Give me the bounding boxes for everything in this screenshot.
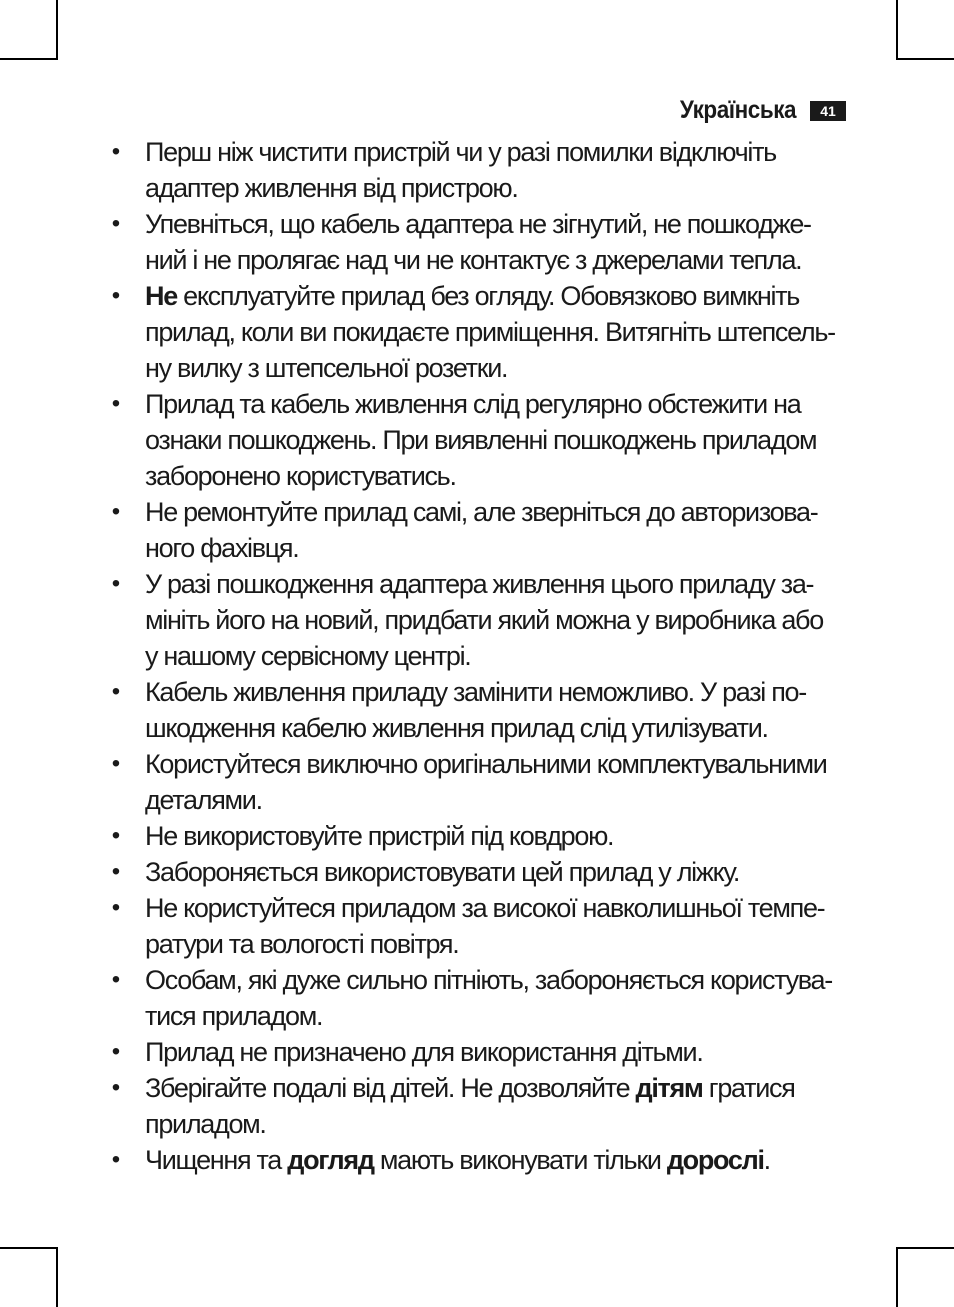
bullet-line xyxy=(145,782,853,818)
bullet-item xyxy=(108,962,853,1034)
bullet-item xyxy=(108,890,853,962)
bullet-line xyxy=(145,674,853,710)
crop-mark-bottom-left-vertical xyxy=(56,1247,58,1307)
bold-emphasis: дорослі xyxy=(666,1145,764,1175)
safety-bullet-list xyxy=(108,134,853,1178)
text-run: Особам, які дуже сильно пітніють, забороняється користува- xyxy=(145,965,832,995)
bullet-dot: • xyxy=(111,966,121,993)
bold-emphasis: Не xyxy=(145,281,177,311)
bullet-dot: • xyxy=(111,750,121,777)
language-title: Українська xyxy=(679,96,796,124)
bullet-line xyxy=(145,206,853,242)
bullet-item xyxy=(108,278,853,386)
crop-mark-top-right-vertical xyxy=(896,0,898,58)
page-number-badge: 41 xyxy=(810,101,846,121)
bullet-line xyxy=(145,1070,853,1106)
bullet-dot: • xyxy=(111,498,121,525)
bullet-line xyxy=(145,926,853,962)
bullet-line xyxy=(145,1034,853,1070)
text-run: Користуйтеся виключно оригінальними комплектувальними xyxy=(145,749,827,779)
bullet-line xyxy=(145,242,853,278)
bullet-item xyxy=(108,1034,853,1070)
bullet-dot: • xyxy=(111,1146,121,1173)
bullet-line xyxy=(145,962,853,998)
text-run: Чищення та xyxy=(145,1145,288,1175)
bullet-line xyxy=(145,710,853,746)
crop-mark-bottom-right-vertical xyxy=(896,1247,898,1307)
bullet-dot: • xyxy=(111,894,121,921)
bullet-line xyxy=(145,530,853,566)
crop-mark-bottom-right-horizontal xyxy=(896,1247,954,1249)
bullet-line xyxy=(145,998,853,1034)
page-header xyxy=(667,96,846,125)
bullet-dot: • xyxy=(111,570,121,597)
text-run: Не використовуйте пристрій під ковдрою. xyxy=(145,821,614,851)
bullet-line xyxy=(145,134,853,170)
text-run: Не користуйтеся приладом за високої навколишньої темпе- xyxy=(145,893,825,923)
text-run: ратури та вологості повітря. xyxy=(145,929,459,959)
bullet-item xyxy=(108,1142,853,1178)
bold-emphasis: дітям xyxy=(635,1073,703,1103)
bullet-line xyxy=(145,566,853,602)
bullet-dot: • xyxy=(111,138,121,165)
bullet-line xyxy=(145,458,853,494)
bullet-line xyxy=(145,494,853,530)
text-run: Перш ніж чистити пристрій чи у разі помилки відключіть xyxy=(145,137,776,167)
bullet-dot: • xyxy=(111,858,121,885)
text-run: ознаки пошкоджень. При виявленні пошкоджень приладом xyxy=(145,425,817,455)
bold-emphasis: догляд xyxy=(287,1145,374,1175)
text-run: ний і не пролягає над чи не контактує з джерелами тепла. xyxy=(145,245,802,275)
text-run: приладом. xyxy=(145,1109,266,1139)
crop-mark-bottom-left-horizontal xyxy=(0,1247,58,1249)
document-body xyxy=(108,134,853,1178)
bullet-dot: • xyxy=(111,390,121,417)
text-run: Кабель живлення приладу замінити неможливо. У разі по- xyxy=(145,677,806,707)
bullet-line xyxy=(145,602,853,638)
text-run: Упевніться, що кабель адаптера не зігнутий, не пошкодже- xyxy=(145,209,811,239)
bullet-line xyxy=(145,1106,853,1142)
bullet-dot: • xyxy=(111,822,121,849)
bullet-line xyxy=(145,314,853,350)
bullet-line xyxy=(145,386,853,422)
bullet-line xyxy=(145,890,853,926)
text-run: . xyxy=(763,1145,770,1175)
crop-mark-top-left-horizontal xyxy=(0,58,58,60)
bullet-line xyxy=(145,278,853,314)
crop-mark-top-right-horizontal xyxy=(896,58,954,60)
text-run: у нашому сервісному центрі. xyxy=(145,641,471,671)
text-run: тися приладом. xyxy=(145,1001,323,1031)
bullet-item xyxy=(108,566,853,674)
crop-mark-top-left-vertical xyxy=(56,0,58,58)
bullet-dot: • xyxy=(111,210,121,237)
bullet-item xyxy=(108,386,853,494)
bullet-item xyxy=(108,494,853,566)
bullet-item xyxy=(108,854,853,890)
text-run: гратися xyxy=(702,1073,795,1103)
text-run: експлуатуйте прилад без огляду. Обовязково вимкніть xyxy=(176,281,800,311)
text-run: Забороняється використовувати цей прилад у ліжку. xyxy=(145,857,740,887)
bullet-line xyxy=(145,638,853,674)
bullet-item xyxy=(108,1070,853,1142)
bullet-dot: • xyxy=(111,1038,121,1065)
bullet-item xyxy=(108,206,853,278)
text-run: адаптер живлення від пристрою. xyxy=(145,173,518,203)
text-run: мініть його на новий, придбати який можна у виробника або xyxy=(145,605,823,635)
bullet-item xyxy=(108,818,853,854)
bullet-line xyxy=(145,170,853,206)
bullet-line xyxy=(145,854,853,890)
bullet-line xyxy=(145,818,853,854)
text-run: Прилад не призначено для використання дітьми. xyxy=(145,1037,703,1067)
text-run: Прилад та кабель живлення слід регулярно обстежити на xyxy=(145,389,801,419)
text-run: заборонено користуватись. xyxy=(145,461,456,491)
text-run: мають виконувати тільки xyxy=(373,1145,667,1175)
bullet-line xyxy=(145,350,853,386)
text-run: деталями. xyxy=(145,785,262,815)
text-run: Не ремонтуйте прилад самі, але зверніться до авторизова- xyxy=(145,497,818,527)
bullet-line xyxy=(145,1142,853,1178)
bullet-dot: • xyxy=(111,1074,121,1101)
bullet-dot: • xyxy=(111,678,121,705)
text-run: прилад, коли ви покидаєте приміщення. Витягніть штепсель- xyxy=(145,317,835,347)
bullet-dot: • xyxy=(111,282,121,309)
bullet-line xyxy=(145,422,853,458)
text-run: Зберігайте подалі від дітей. Не дозволяйте xyxy=(145,1073,636,1103)
text-run: ного фахівця. xyxy=(145,533,299,563)
text-run: ну вилку з штепсельної розетки. xyxy=(145,353,508,383)
text-run: У разі пошкодження адаптера живлення цього приладу за- xyxy=(145,569,814,599)
bullet-item xyxy=(108,674,853,746)
text-run: шкодження кабелю живлення прилад слід утилізувати. xyxy=(145,713,768,743)
bullet-line xyxy=(145,746,853,782)
bullet-item xyxy=(108,746,853,818)
bullet-item xyxy=(108,134,853,206)
